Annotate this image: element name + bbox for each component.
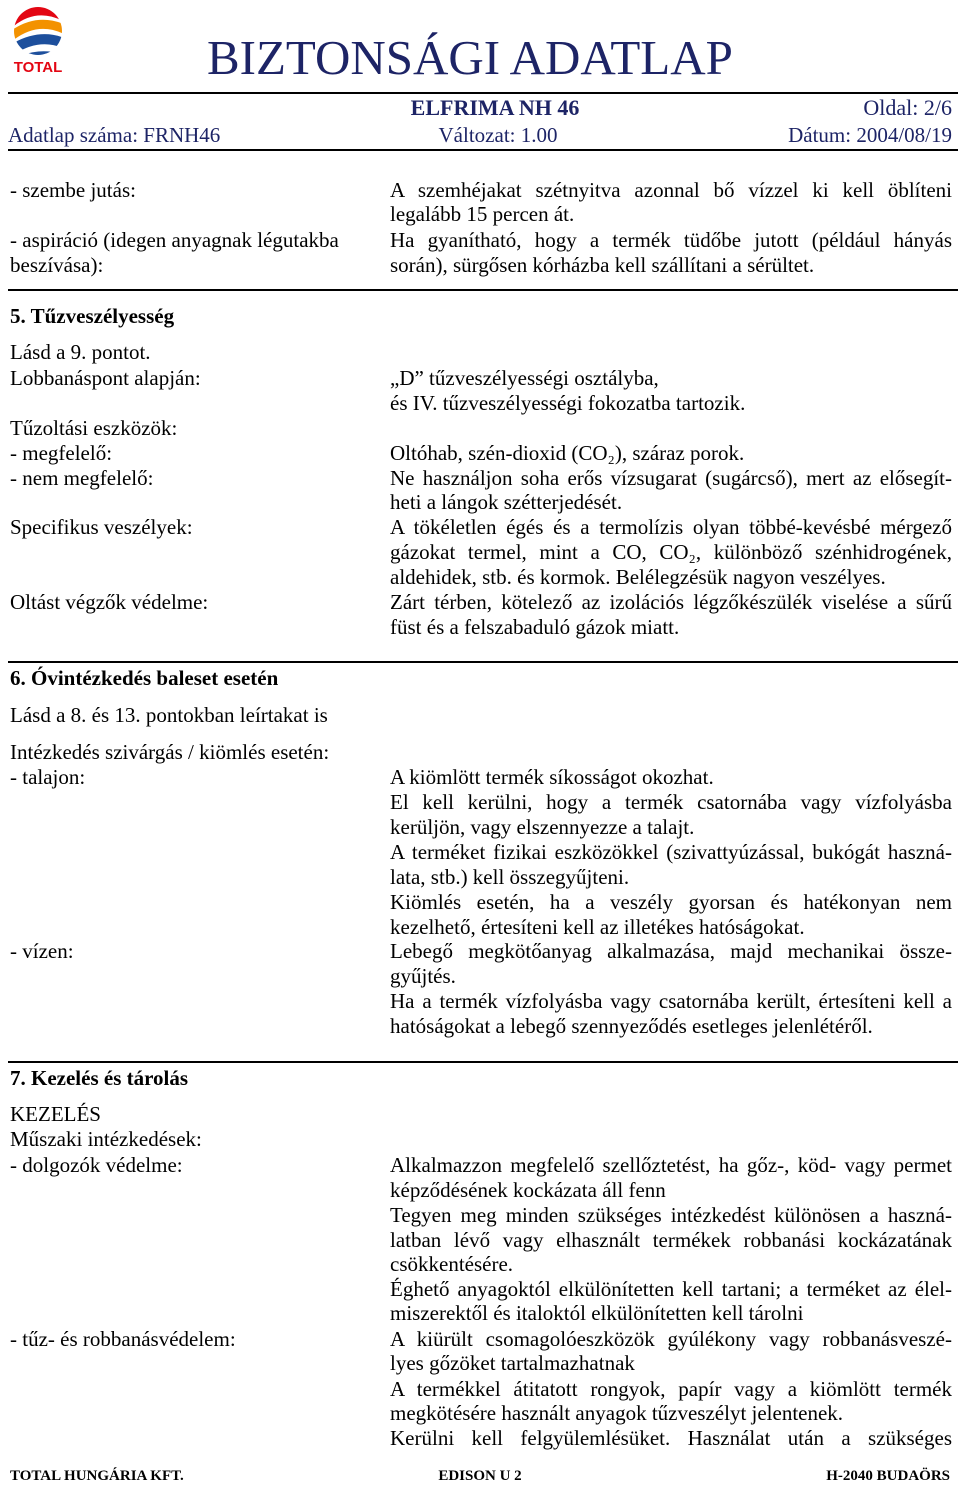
cross-reference: Lásd a 8. és 13. pontokban leírtakat is [10,703,328,727]
row-text-line: Oltóhab, szén-dioxid (CO₂), száraz porok. [390,441,745,465]
footer-city: H-2040 BUDAÖRS [826,1468,950,1484]
row-text-line: során), sürgősen kórházba kell szállítani a sérültet. [390,253,815,277]
row-text-line: legalább 15 percen át. [390,202,575,226]
section-divider [8,1061,958,1063]
row-text-line: Ne használjon soha erős vízsugarat (sugárcső), mert az elősegít- [390,466,952,490]
row-text-line: Ha gyanítható, hogy a termék tüdőbe jutott (például hányás [390,228,952,252]
row-text-line: csökkentésére. [390,1252,514,1276]
row-text-line: lyes gőzöket tartalmazhatnak [390,1351,635,1375]
row-text-line: kezelhető, értesíteni kell az illetékes hatóságokat. [390,915,805,939]
row-label: - vízen: [10,939,74,963]
row-label: - tűz- és robbanásvédelem: [10,1327,236,1351]
row-text-line: füst és a felszabaduló gázok miatt. [390,615,680,639]
subheading: Intézkedés szivárgás / kiömlés esetén: [10,740,330,764]
row-text-line: hatóságokat a lebegő szennyeződés esetleges jelenlétéről. [390,1014,873,1038]
row-text-line: gázokat termel, mint a CO, CO₂, különböző szénhidrogének, [390,540,952,564]
row-text-line: és IV. tűzveszélyességi fokozatba tartozik. [390,391,746,415]
header-bottom-divider [8,149,958,151]
subheading: Tűzoltási eszközök: [10,416,178,440]
row-text-line: Ha a termék vízfolyásba vagy csatornába került, értesíteni kell a [390,989,952,1013]
page-number: Oldal: 2/6 [863,95,952,120]
row-label: - nem megfelelő: [10,466,154,490]
row-text-line: A terméket fizikai eszközökkel (szivattyúzással, bukógát haszná- [390,840,952,864]
total-logo [6,3,70,75]
footer-street: EDISON U 2 [438,1468,522,1484]
row-text-line: „D” tűzveszélyességi osztályba, [390,366,659,390]
subheading: Műszaki intézkedések: [10,1127,202,1151]
row-text-line: A tökéletlen égés és a termolízis olyan többé-kevésbé mérgező [390,515,952,539]
row-text-line: A szemhéjakat szétnyitva azonnal bő vízzel ki kell öblíteni [390,178,952,202]
product-name: ELFRIMA NH 46 [410,95,580,120]
row-text-line: aldehidek, stb. és kormok. Belélegzésük nagyon veszélyes. [390,565,886,589]
row-text-line: heti a lángok szétterjedését. [390,490,623,514]
row-text-line: El kell kerülni, hogy a termék csatornába vagy vízfolyásba [390,790,952,814]
row-text-line: A kiömlött termék síkosságot okozhat. [390,765,714,789]
row-text-line: Kerülni kell felgyülemlésüket. Használat után a szükséges [390,1426,952,1450]
row-text-line: képződésének kockázata áll fenn [390,1178,666,1202]
row-label: Lobbanáspont alapján: [10,366,201,390]
row-label: - talajon: [10,765,86,789]
row-text-line: kerüljön, vagy elszennyezze a talajt. [390,815,695,839]
row-label: Oltást végzők védelme: [10,590,209,614]
section-divider [8,661,958,663]
cross-reference: Lásd a 9. pontot. [10,340,151,364]
section-heading: 5. Tűzveszélyesség [10,304,175,328]
row-label: Specifikus veszélyek: [10,515,193,539]
row-text-line: Tegyen meg minden szükséges intézkedést különösen a haszná- [390,1203,952,1227]
logo-wordmark: TOTAL [13,59,63,75]
row-text-line: lata, stb.) kell összegyűjteni. [390,865,630,889]
row-text-line: Alkalmazzon megfelelő szellőztetést, ha gőz-, köd- vagy permet [390,1153,952,1177]
row-text-line: Lebegő megkötőanyag alkalmazása, majd mechanikai össze- [390,939,952,963]
section-heading: 6. Óvintézkedés baleset esetén [10,666,279,690]
row-text-line: Zárt térben, kötelező az izolációs légzőkészülék viselése a sűrű [390,590,952,614]
version: Változat: 1.00 [438,123,558,147]
section-heading: 7. Kezelés és tárolás [10,1066,189,1090]
row-label: beszívása): [10,253,104,277]
sheet-number: Adatlap száma: FRNH46 [8,123,221,147]
section-divider [8,289,958,291]
footer-company: TOTAL HUNGÁRIA KFT. [10,1468,184,1484]
row-text-line: latban lévő vagy elhasznált termékek robbanási kockázatának [390,1228,952,1252]
row-label: - szembe jutás: [10,178,136,202]
row-text-line: gyűjtés. [390,964,456,988]
row-label: - megfelelő: [10,441,113,465]
row-text-line: A kiürült csomagolóeszközök gyúlékony vagy robbanásveszé- [390,1327,952,1351]
row-text-line: megkötésére használt anyagok tűzveszélyt jelentenek. [390,1401,844,1425]
subheading: KEZELÉS [10,1102,101,1126]
row-text-line: Kiömlés esetén, ha a veszély gyorsan és hatékonyan nem [390,890,952,914]
revision-date: Dátum: 2004/08/19 [788,123,952,147]
row-label: - aspiráció (idegen anyagnak légutakba [10,228,339,252]
row-text-line: Éghető anyagoktól elkülönítetten kell tartani; a terméket az élel- [390,1277,952,1301]
row-text-line: A termékkel átitatott rongyok, papír vagy a kiömlött termék [390,1377,952,1401]
header-divider [8,92,958,94]
document-title: BIZTONSÁGI ADATLAP [207,30,733,85]
row-text-line: miszerektől és italoktól elkülönítetten kell tárolni [390,1301,804,1325]
row-label: - dolgozók védelme: [10,1153,183,1177]
